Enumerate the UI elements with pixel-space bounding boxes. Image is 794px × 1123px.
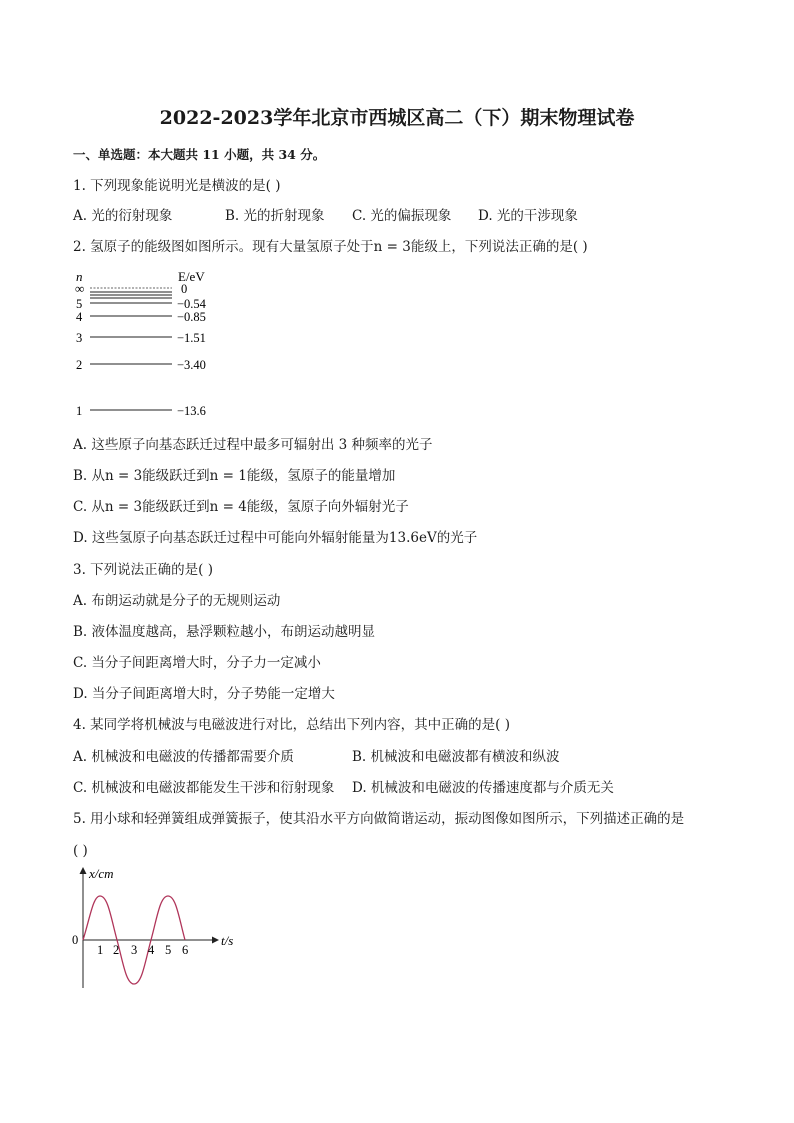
question-3-option-b: B. 液体温度越高，悬浮颗粒越小，布朗运动越明显 xyxy=(73,624,376,640)
question-4-option-b: B. 机械波和电磁波都有横波和纵波 xyxy=(352,749,560,765)
question-5-stem: 5. 用小球和轻弹簧组成弹簧振子，使其沿水平方向做简谐运动，振动图像如图所示，下列描述正确的是 xyxy=(73,811,685,827)
question-1-stem: 1. 下列现象能说明光是横波的是( ) xyxy=(73,178,281,194)
question-4-stem: 4. 某同学将机械波与电磁波进行对比，总结出下列内容，其中正确的是( ) xyxy=(73,717,510,733)
level-3-n: 3 xyxy=(76,331,83,345)
question-3-option-c: C. 当分子间距离增大时，分子力一定减小 xyxy=(73,655,321,671)
level-infinity-e: 0 xyxy=(181,282,188,296)
x-tick: 5 xyxy=(165,943,172,957)
question-1-option-a: A. 光的衍射现象 xyxy=(73,208,173,224)
level-4-n: 4 xyxy=(76,310,83,324)
x-tick: 2 xyxy=(113,943,120,957)
vibration-graph xyxy=(68,862,248,992)
level-5-n: 5 xyxy=(76,297,83,311)
question-4-option-d: D. 机械波和电磁波的传播速度都与介质无关 xyxy=(352,780,614,796)
question-2-option-c: C. 从n = 3能级跃迁到n = 4能级，氢原子向外辐射光子 xyxy=(73,499,409,515)
question-4-option-c: C. 机械波和电磁波都能发生干涉和衍射现象 xyxy=(73,780,335,796)
level-2-e: −3.40 xyxy=(177,358,206,372)
level-4-e: −0.85 xyxy=(177,310,206,324)
energy-axis-label: E/eV xyxy=(178,269,205,284)
question-3-option-d: D. 当分子间距离增大时，分子势能一定增大 xyxy=(73,686,335,702)
question-3-option-a: A. 布朗运动就是分子的无规则运动 xyxy=(73,593,281,609)
origin-label: 0 xyxy=(72,933,79,947)
y-axis-label: x/cm xyxy=(89,866,114,881)
x-axis-label: t/s xyxy=(221,933,234,948)
level-3-e: −1.51 xyxy=(177,331,206,345)
x-tick: 6 xyxy=(182,943,189,957)
question-4-option-a: A. 机械波和电磁波的传播都需要介质 xyxy=(73,749,294,765)
section-heading: 一、单选题：本大题共 11 小题，共 34 分。 xyxy=(73,147,326,162)
x-tick: 4 xyxy=(148,943,155,957)
question-1-option-c: C. 光的偏振现象 xyxy=(352,208,452,224)
question-2-stem: 2. 氢原子的能级图如图所示。现有大量氢原子处于n = 3能级上，下列说法正确的是( ) xyxy=(73,239,588,255)
x-tick: 3 xyxy=(131,943,138,957)
level-1-e: −13.6 xyxy=(177,404,206,418)
question-2-option-b: B. 从n = 3能级跃迁到n = 1能级，氢原子的能量增加 xyxy=(73,468,396,484)
question-1-option-b: B. 光的折射现象 xyxy=(225,208,325,224)
question-5-stem-blank: ( ) xyxy=(73,843,88,859)
question-2-option-a: A. 这些原子向基态跃迁过程中最多可辐射出 3 种频率的光子 xyxy=(73,437,433,453)
level-1-n: 1 xyxy=(76,404,83,418)
question-2-option-d: D. 这些氢原子向基态跃迁过程中可能向外辐射能量为13.6eV的光子 xyxy=(73,530,478,546)
n-axis-label: n xyxy=(76,269,83,284)
page-title: 2022-2023学年北京市西城区高二（下）期末物理试卷 xyxy=(159,107,635,129)
level-2-n: 2 xyxy=(76,358,83,372)
question-3-stem: 3. 下列说法正确的是( ) xyxy=(73,562,213,578)
x-tick: 1 xyxy=(97,943,104,957)
question-1-option-d: D. 光的干涉现象 xyxy=(478,208,578,224)
energy-level-diagram xyxy=(70,266,230,426)
level-5-e: −0.54 xyxy=(177,297,206,311)
level-infinity-n: ∞ xyxy=(75,281,85,296)
